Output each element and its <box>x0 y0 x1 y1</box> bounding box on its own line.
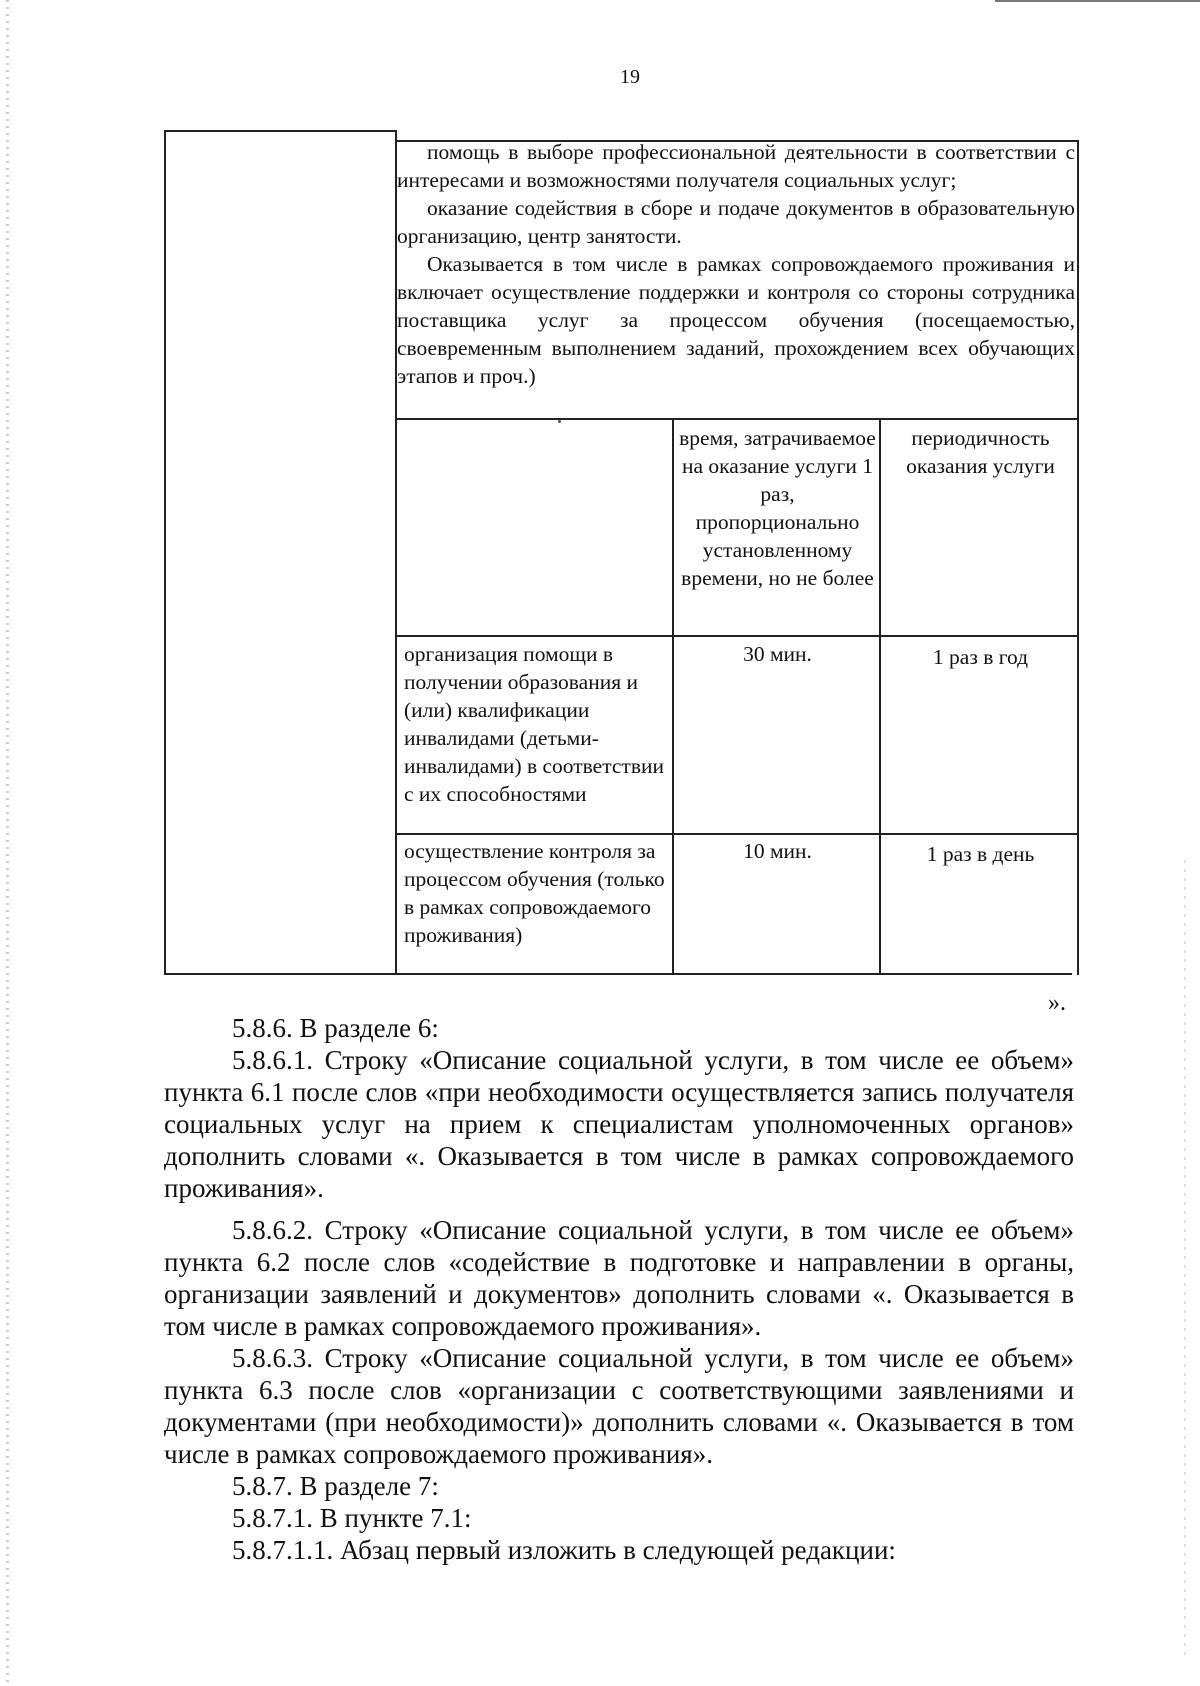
header-time: время, затрачиваемое на оказание услуги 1 раз, пропорционально установленному времени, но не более <box>679 426 876 590</box>
paragraph: 5.8.7. В разделе 7: <box>232 1471 439 1501</box>
description-paragraph: оказание содействия в сборе и подаче документов в образовательную организацию, центр занятости. <box>397 196 1075 248</box>
table-row-time: 10 мин. <box>743 839 812 863</box>
paragraph: 5.8.6.2. Строку «Описание социальной услуги, в том числе ее объем» пункта 6.2 после слов «содействие в подготовке и направлении в органы, организации заявлений и документов» дополнить словами «. Оказывается в том числе в рамках сопровождаемого проживания». <box>164 1215 1074 1341</box>
scan-edge-right <box>1184 860 1186 1660</box>
scan-edge-left <box>6 0 9 1686</box>
table-row-time: 30 мин. <box>743 642 812 666</box>
paragraph: 5.8.6.1. Строку «Описание социальной услуги, в том числе ее объем» пункта 6.1 после слов «при необходимости осуществляется запись получателя социальных услуг на прием к специалистам уполномоченных органов» дополнить словами «. Оказывается в том числе в рамках сопровождаемого проживания». <box>164 1045 1074 1203</box>
table-row-period: 1 раз в день <box>926 842 1035 866</box>
document-body <box>164 1012 1074 1566</box>
header-period: периодичность оказания услуги <box>906 426 1055 478</box>
scan-edge-top <box>995 0 1200 2</box>
paragraph: 5.8.6.3. Строку «Описание социальной услуги, в том числе ее объем» пункта 6.3 после слов «организации с соответствующими заявлениями и документами (при необходимости)» дополнить словами «. Оказывается в том числе в рамках сопровождаемого проживания». <box>164 1343 1074 1469</box>
description-paragraph: Оказывается в том числе в рамках сопровождаемого проживания и включает осуществление поддержки и контроля со стороны сотрудника поставщика услуг за процессом обучения (посещаемостью, своевременным выполнением заданий, прохождением всех обучающих этапов и проч.) <box>397 252 1075 388</box>
service-description-cell <box>397 138 1075 390</box>
paragraph: 5.8.7.1. В пункте 7.1: <box>232 1503 472 1533</box>
paragraph: 5.8.7.1.1. Абзац первый изложить в следующей редакции: <box>232 1535 896 1565</box>
service-table <box>164 130 1079 975</box>
description-paragraph: помощь в выборе профессиональной деятельности в соответствии с интересами и возможностями получателя социальных услуг; <box>397 140 1075 192</box>
paragraph: 5.8.6. В разделе 6: <box>232 1013 439 1043</box>
page-number: 19 <box>620 66 640 88</box>
table-row-service: организация помощи в получении образования и (или) квалификации инвалидами (детьми-инвалидами) в соответствии с их способностями <box>404 642 664 806</box>
table-row-period: 1 раз в год <box>932 645 1029 669</box>
closing-quote: ». <box>1048 990 1066 1016</box>
table-row-service: осуществление контроля за процессом обучения (только в рамках сопровождаемого проживания) <box>404 839 665 947</box>
scan-dot <box>558 420 561 423</box>
